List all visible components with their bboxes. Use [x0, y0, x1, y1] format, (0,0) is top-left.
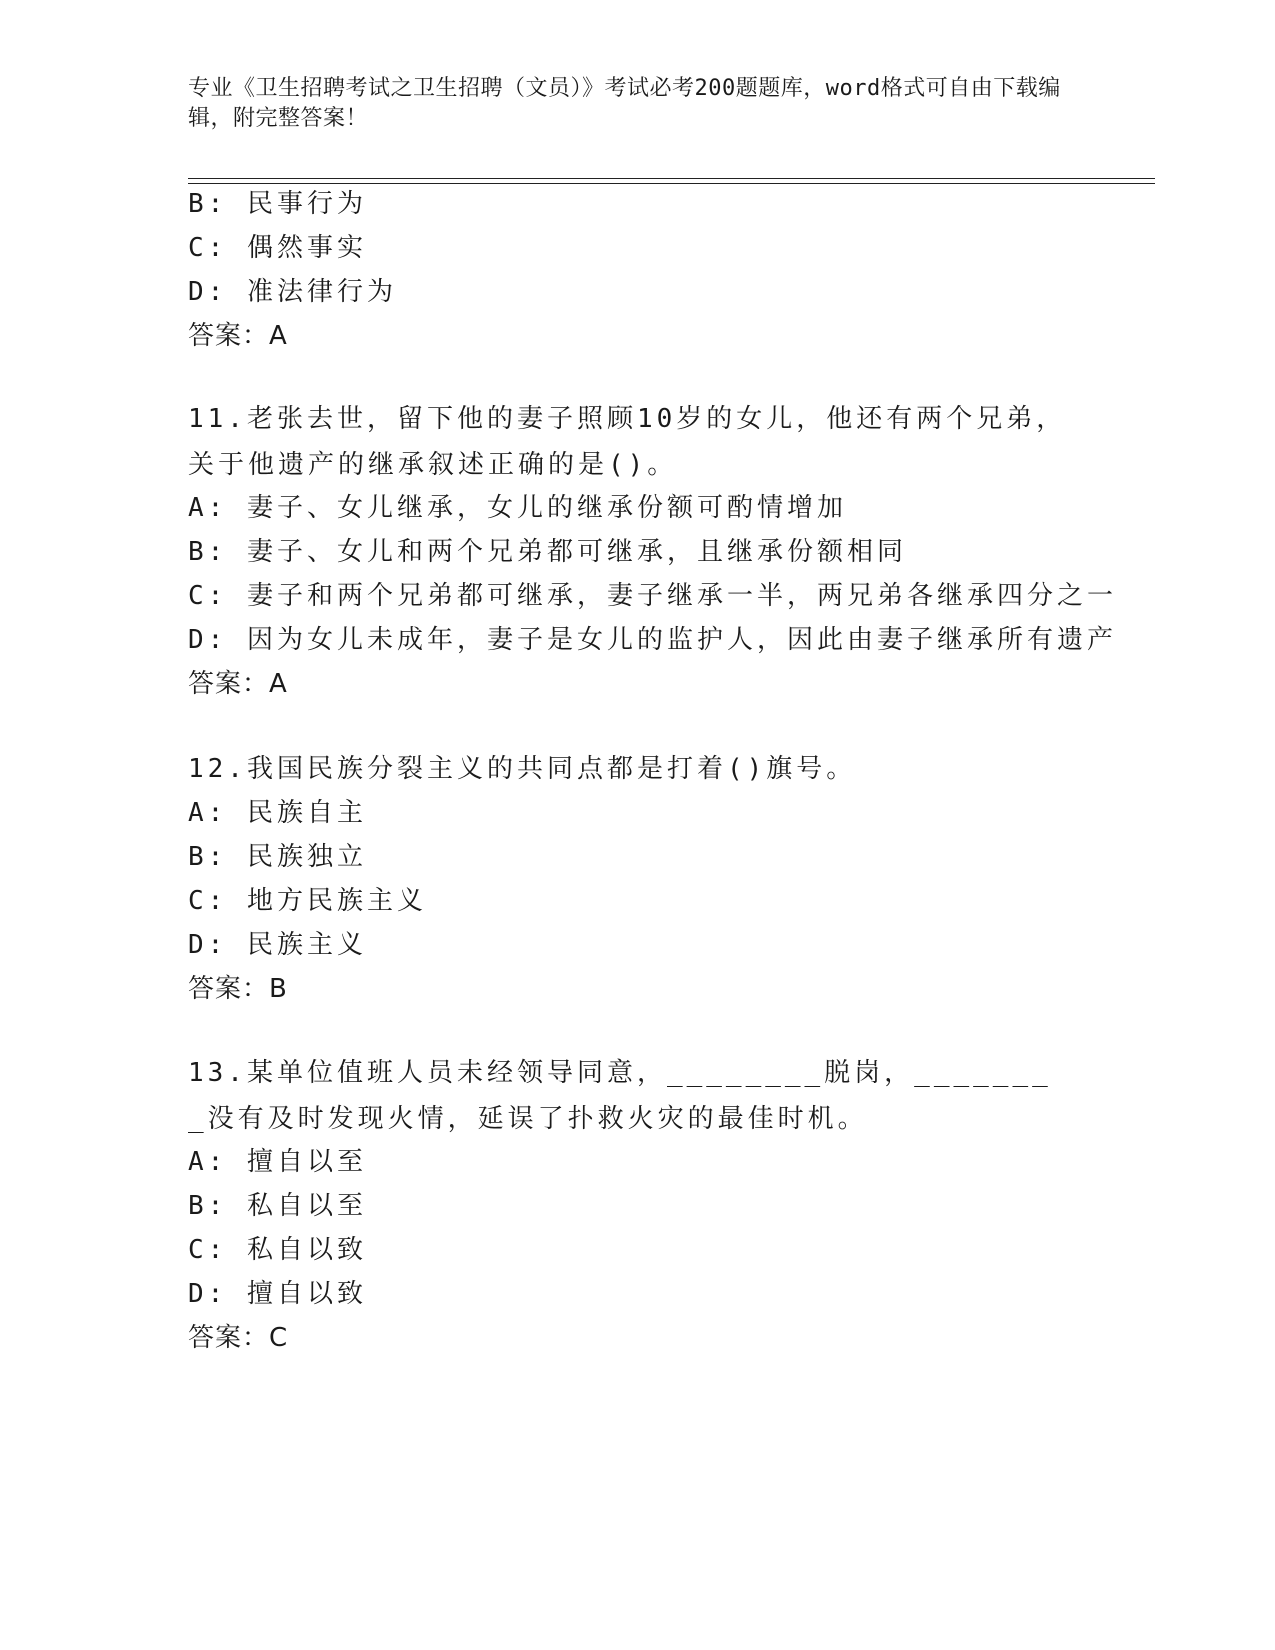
prev-option-b: B: 民事行为: [188, 189, 367, 219]
q12-option-c: C: 地方民族主义: [188, 886, 427, 916]
header-rule-bottom: [188, 183, 1155, 184]
q11-option-b: B: 妻子、女儿和两个兄弟都可继承，且继承份额相同: [188, 537, 907, 567]
q12-answer: 答案：B: [188, 974, 288, 1004]
question-11-text: 11.老张去世，留下他的妻子照顾10岁的女儿，他还有两个兄弟，关于他遗产的继承叙述正确的是()。: [188, 404, 1067, 480]
prev-answer: 答案：A: [188, 321, 288, 351]
q13-option-c: C: 私自以致: [188, 1235, 367, 1265]
q11-option-a: A: 妻子、女儿继承，女儿的继承份额可酌情增加: [188, 493, 847, 523]
q13-option-b: B: 私自以至: [188, 1191, 367, 1221]
q13-option-d: D: 擅自以致: [188, 1279, 367, 1309]
q12-option-d: D: 民族主义: [188, 930, 367, 960]
document-header: 专业《卫生招聘考试之卫生招聘（文员）》考试必考200题题库，word格式可自由下载编辑，附完整答案！: [188, 76, 1061, 131]
question-12-text: 12.我国民族分裂主义的共同点都是打着()旗号。: [188, 754, 857, 784]
prev-option-d: D: 准法律行为: [188, 277, 397, 307]
q11-answer: 答案：A: [188, 669, 288, 699]
prev-option-c: C: 偶然事实: [188, 233, 367, 263]
q11-option-d: D: 因为女儿未成年，妻子是女儿的监护人，因此由妻子继承所有遗产: [188, 625, 1117, 655]
question-13-text: 13.某单位值班人员未经领导同意，________脱岗，________没有及时发现火情，延误了扑救火灾的最佳时机。: [188, 1058, 1052, 1134]
q12-option-a: A: 民族自主: [188, 798, 367, 828]
q13-option-a: A: 擅自以至: [188, 1147, 367, 1177]
q11-option-c: C: 妻子和两个兄弟都可继承，妻子继承一半，两兄弟各继承四分之一: [188, 581, 1117, 611]
header-rule-top: [188, 178, 1155, 179]
q12-option-b: B: 民族独立: [188, 842, 367, 872]
q13-answer: 答案：C: [188, 1323, 289, 1353]
